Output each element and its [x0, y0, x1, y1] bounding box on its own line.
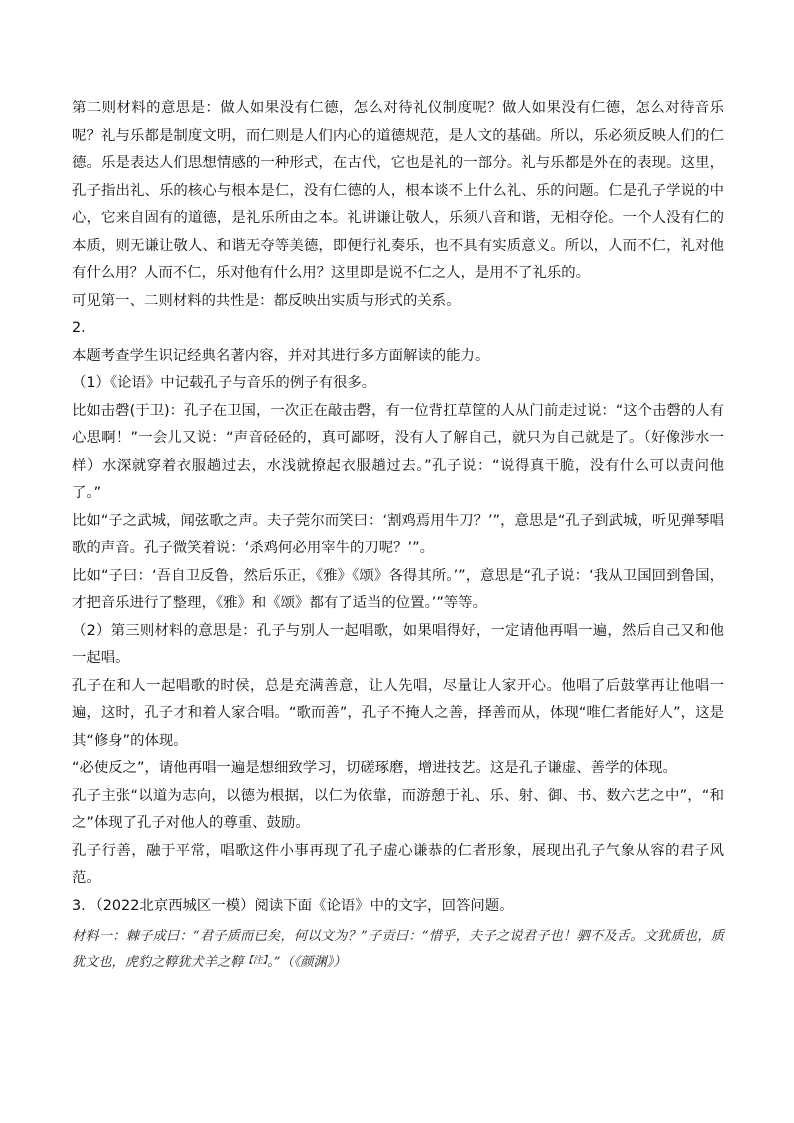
paragraph-example-yuezheng: 比如“子曰：‘吾自卫反鲁，然后乐正，《雅》《颂》各得其所。’”，意思是“孔子说：‘我从卫国回到鲁国，才把音乐进行了整理，《雅》和《颂》都有了适当的位置。’”等等。 [72, 567, 724, 611]
document-body [72, 95, 724, 989]
question-number-2: 2． [72, 320, 96, 336]
material-one-source: 。”（《颜渊》） [267, 955, 347, 970]
paragraph-common-trait: 可见第一、二则材料的共性是：都反映出实质与形式的关系。 [72, 292, 461, 309]
paragraph-question-focus: 本题考查学生识记经典名著内容，并对其进行多方面解读的能力。 [72, 347, 490, 364]
paragraph-example-qing: 比如击磬(于卫)：孔子在卫国，一次正在敲击磬，有一位背扛草筐的人从门前走过说：“这个击磬的人有心思啊！”一会儿又说：“声音硁硁的，真可鄙呀，没有人了解自己，就只为自己就是了。（好像涉水一样）水深就穿着衣服趟过去，水浅就撩起衣服趟过去。”孔子说：“说得真干脆，没有什么可以责问他了。” [72, 402, 724, 501]
paragraph-material-two-meaning: 第二则材料的意思是：做人如果没有仁德，怎么对待礼仪制度呢？做人如果没有仁德，怎么对待音乐呢？礼与乐都是制度文明，而仁则是人们内心的道德规范，是人文的基础。所以，乐必须反映人们的仁德。乐是表达人们思想情感的一种形式，在古代，它也是礼的一部分。礼与乐都是外在的表现。这里，孔子指出礼、乐的核心与根本是仁，没有仁德的人，根本谈不上什么礼、乐的问题。仁是孔子学说的中心，它来自固有的道德，是礼乐所由之本。礼讲谦让敬人，乐须八音和谐，无相夺伦。一个人没有仁的本质，则无谦让敬人、和谐无夺等美德，即便行礼奏乐，也不具有实质意义。所以，人而不仁，礼对他有什么用？人而不仁，乐对他有什么用？这里即是说不仁之人，是用不了礼乐的。 [72, 100, 724, 281]
material-one-text [72, 924, 724, 976]
paragraph-conclusion: 孔子行善，融于平常，唱歌这件小事再现了孔子虚心谦恭的仁者形象，展现出孔子气象从容的君子风范。 [72, 842, 724, 886]
question-3-heading: 3．（2022北京西城区一模）阅读下面《论语》中的文字，回答问题。 [72, 897, 514, 914]
paragraph-example-wucheng: 比如“子之武城，闻弦歌之声。夫子莞尔而笑曰：‘割鸡焉用牛刀？’”，意思是“孔子到武城，听见弹琴唱歌的声音。孔子微笑着说：‘杀鸡何必用宰牛的刀呢？’”。 [72, 512, 724, 556]
note-reference[interactable]: 【注】 [243, 955, 268, 966]
paragraph-part-1-heading: （1）《论语》中记载孔子与音乐的例子有很多。 [72, 375, 377, 391]
paragraph-six-arts: 孔子主张“以道为志向，以德为根据，以仁为依靠，而游憩于礼、乐、射、御、书、数六艺之中”，“和之”体现了孔子对他人的尊重、鼓励。 [72, 787, 724, 831]
material-one-main: 材料一：棘子成曰：“君子质而已矣，何以文为？”子贡曰：“惜乎，夫子之说君子也！驷不及舌。文犹质也，质犹文也，虎豹之鞟犹犬羊之鞟 [72, 929, 724, 970]
paragraph-bi-shi-fan-zhi: “必使反之”，请他再唱一遍是想细致学习，切磋琢磨，增进技艺。这是孔子谦虚、善学的体现。 [72, 760, 677, 776]
paragraph-singing-kindness: 孔子在和人一起唱歌的时侯，总是充满善意，让人先唱，尽量让人家开心。他唱了后鼓掌再让他唱一遍，这时，孔子才和着人家合唱。“歌而善”，孔子不掩人之善，择善而从，体现“唯仁者能好人”，这是其“修身”的体现。 [72, 677, 724, 749]
paragraph-part-2-meaning: （2）第三则材料的意思是：孔子与别人一起唱歌，如果唱得好，一定请他再唱一遍，然后自己又和他一起唱。 [72, 622, 724, 666]
